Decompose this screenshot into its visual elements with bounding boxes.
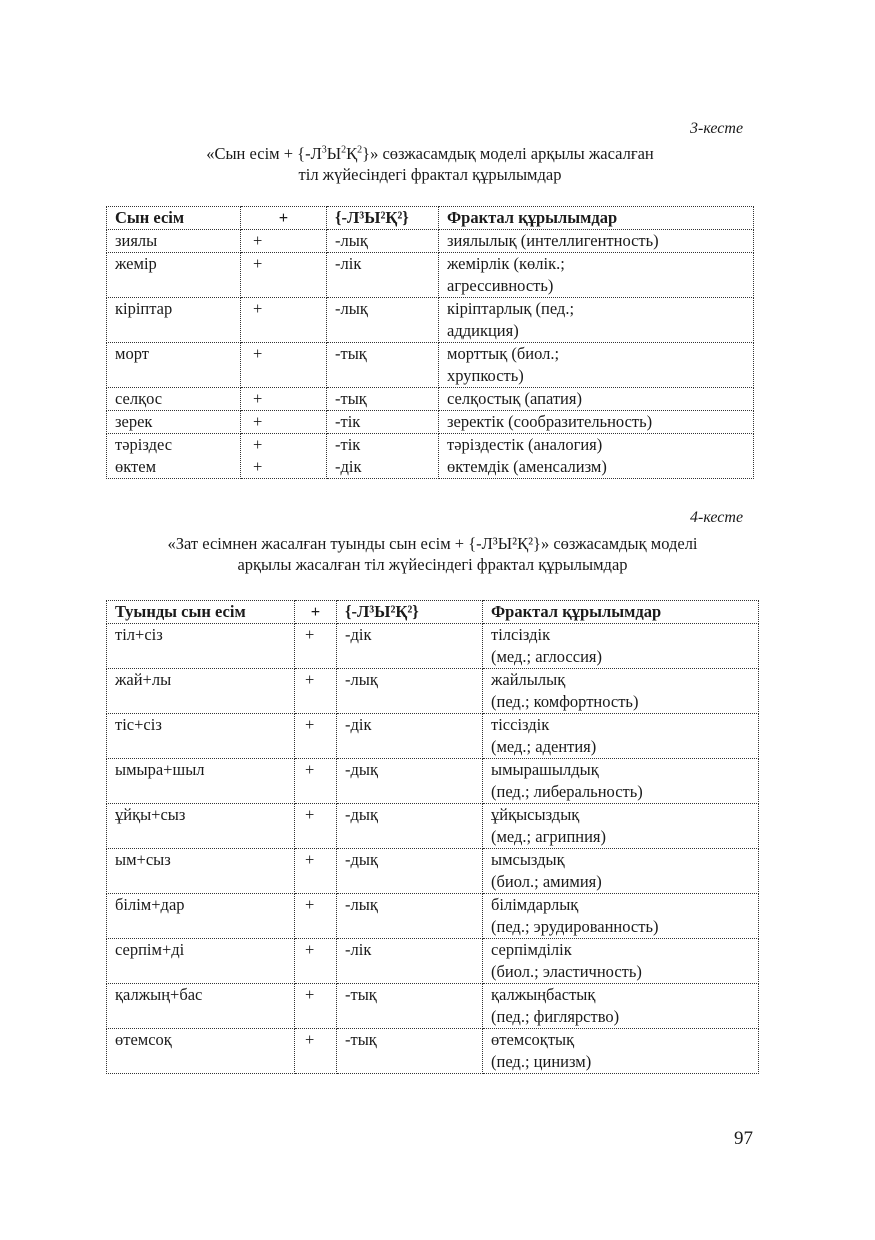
cell-result: [439, 411, 754, 434]
cell-suffix-line: -лық: [345, 670, 378, 689]
cell-result: [439, 343, 754, 388]
cell-suffix-line: -дік: [345, 715, 372, 734]
cell-base-line: серпім+ді: [115, 940, 185, 959]
cell-suffix-line: -тық: [345, 1030, 377, 1049]
cell-base-line: зерек: [115, 412, 153, 431]
cell-base-line: өтемсоқ: [115, 1030, 172, 1049]
cell-result: [483, 669, 759, 714]
cell-suffix-line: -тық: [335, 389, 367, 408]
cell-plus-line: +: [253, 299, 263, 318]
cell-suffix-line: -дық: [345, 805, 378, 824]
table4-header-cell: Туынды сын есім: [107, 601, 295, 624]
table3-body: [107, 230, 754, 479]
table4: [106, 600, 759, 1074]
cell-plus: [241, 343, 327, 388]
cell-suffix: [327, 434, 439, 479]
cell-plus: [295, 939, 337, 984]
table4-header-cell: Фрактал құрылымдар: [483, 601, 759, 624]
cell-base-line: тіс+сіз: [115, 715, 162, 734]
cell-plus-line: +: [305, 940, 315, 959]
cell-plus: [295, 894, 337, 939]
cell-result-line: өтемсоқтық: [491, 1030, 575, 1049]
cell-base: [107, 388, 241, 411]
cell-plus: [295, 669, 337, 714]
cell-suffix: [327, 388, 439, 411]
cell-plus-line: +: [253, 457, 263, 476]
cell-plus: [295, 984, 337, 1029]
cell-result-line: серпімділік: [491, 940, 572, 959]
table3-header-cell: +: [241, 207, 327, 230]
table-row: [107, 849, 759, 894]
cell-base-line: жемір: [115, 254, 157, 273]
cell-plus-line: +: [305, 985, 315, 1004]
cell-result: [483, 849, 759, 894]
table3-title-line2: тіл жүйесіндегі фрактал құрылымдар: [298, 165, 562, 184]
cell-result-line: жайлылық: [491, 670, 566, 689]
cell-result-line: тілсіздік: [491, 625, 551, 644]
cell-base-line: жай+лы: [115, 670, 172, 689]
cell-suffix: [337, 714, 483, 759]
cell-base: [107, 984, 295, 1029]
table-row: [107, 804, 759, 849]
table4-title: [106, 533, 759, 575]
table-row: [107, 411, 754, 434]
table-row: [107, 894, 759, 939]
table4-number: 4-кесте: [690, 509, 744, 526]
cell-plus: [241, 434, 327, 479]
table-row: [107, 759, 759, 804]
cell-plus-line: +: [253, 435, 263, 454]
cell-plus-line: +: [305, 805, 315, 824]
cell-result-line: (мед.; агрипния): [491, 827, 607, 846]
table4-header-cell: +: [295, 601, 337, 624]
cell-suffix: [337, 984, 483, 1029]
cell-plus: [295, 1029, 337, 1074]
cell-base-line: ымыра+шыл: [115, 760, 205, 779]
page-number: 97: [734, 1128, 753, 1149]
table4-header-cell: {-Л³Ы²Қ²}: [337, 601, 483, 624]
cell-result-line: зиялылық (интеллигентность): [447, 231, 659, 250]
cell-result-line: өктемдік (аменсализм): [447, 457, 607, 476]
cell-suffix-line: -тік: [335, 412, 361, 431]
table4-title-line2: арқылы жасалған тіл жүйесіндегі фрактал құрылымдар: [237, 555, 628, 574]
cell-suffix-line: -лық: [335, 299, 368, 318]
cell-suffix: [327, 298, 439, 343]
table-row: [107, 939, 759, 984]
cell-result-line: (пед.; комфортность): [491, 692, 639, 711]
cell-result-line: кіріптарлық (пед.;: [447, 299, 575, 318]
cell-plus-line: +: [305, 715, 315, 734]
cell-suffix: [337, 624, 483, 669]
cell-plus: [295, 804, 337, 849]
cell-result-line: (мед.; аглоссия): [491, 647, 602, 666]
cell-base: [107, 939, 295, 984]
cell-base-line: зиялы: [115, 231, 158, 250]
cell-base: [107, 253, 241, 298]
table3-header-cell: Сын есім: [107, 207, 241, 230]
table-row: [107, 984, 759, 1029]
cell-result: [483, 759, 759, 804]
cell-plus: [241, 253, 327, 298]
cell-result: [483, 984, 759, 1029]
cell-plus-line: +: [253, 389, 263, 408]
cell-result: [439, 253, 754, 298]
cell-suffix: [337, 939, 483, 984]
table-row: [107, 388, 754, 411]
table3: [106, 206, 754, 479]
cell-result: [483, 624, 759, 669]
cell-result: [483, 939, 759, 984]
table-row: [107, 624, 759, 669]
cell-suffix: [327, 411, 439, 434]
cell-suffix-line: -дік: [335, 457, 362, 476]
cell-base-line: ұйқы+сыз: [115, 805, 186, 824]
cell-suffix: [337, 804, 483, 849]
table4-body: [107, 624, 759, 1074]
cell-result: [483, 1029, 759, 1074]
cell-base-line: ым+сыз: [115, 850, 171, 869]
cell-result-line: (пед.; фиглярство): [491, 1007, 620, 1026]
cell-result: [483, 714, 759, 759]
cell-suffix: [327, 230, 439, 253]
cell-plus-line: +: [305, 1030, 315, 1049]
cell-plus-line: +: [305, 850, 315, 869]
cell-result-line: (биол.; эластичность): [491, 962, 642, 981]
cell-result-line: жемірлік (көлік.;: [447, 254, 565, 273]
cell-result-line: хрупкость): [447, 366, 524, 385]
cell-result-line: селқостық (апатия): [447, 389, 582, 408]
cell-plus-line: +: [305, 625, 315, 644]
cell-result: [439, 230, 754, 253]
cell-result-line: ымырашылдық: [491, 760, 599, 779]
table-row: [107, 1029, 759, 1074]
table3-header-row: [107, 207, 754, 230]
cell-base: [107, 894, 295, 939]
table3-header-cell: Фрактал құрылымдар: [439, 207, 754, 230]
table3-title-line1: «Сын есім + $\{-Л^3Ы^2Қ^2\}$» сөзжасамдық моделі арқылы жасалған: [206, 144, 654, 163]
cell-base-line: тіл+сіз: [115, 625, 163, 644]
cell-base: [107, 434, 241, 479]
cell-suffix: [337, 894, 483, 939]
table3-title: [106, 143, 754, 185]
cell-result-line: тіссіздік: [491, 715, 550, 734]
cell-base-line: тәріздес: [115, 435, 173, 454]
cell-suffix-line: -лық: [335, 231, 368, 250]
cell-suffix: [337, 669, 483, 714]
cell-base: [107, 714, 295, 759]
cell-result: [483, 804, 759, 849]
cell-result-line: морттық (биол.;: [447, 344, 560, 363]
cell-base-line: қалжың+бас: [115, 985, 203, 1004]
cell-plus-line: +: [253, 231, 263, 250]
table-row: [107, 230, 754, 253]
cell-plus: [295, 849, 337, 894]
cell-result-line: (пед.; либеральность): [491, 782, 643, 801]
cell-suffix-line: -лік: [335, 254, 362, 273]
cell-base: [107, 669, 295, 714]
cell-base: [107, 343, 241, 388]
cell-suffix-line: -тық: [345, 985, 377, 1004]
cell-plus: [241, 298, 327, 343]
cell-plus-line: +: [305, 670, 315, 689]
cell-suffix-line: -тық: [335, 344, 367, 363]
cell-suffix-line: -лық: [345, 895, 378, 914]
cell-suffix-line: -лік: [345, 940, 372, 959]
cell-result-line: білімдарлық: [491, 895, 579, 914]
cell-base-line: білім+дар: [115, 895, 185, 914]
cell-result: [439, 388, 754, 411]
cell-result-line: агрессивность): [447, 276, 554, 295]
cell-base: [107, 1029, 295, 1074]
table4-header-row: [107, 601, 759, 624]
cell-suffix-line: -дық: [345, 760, 378, 779]
cell-base-line: морт: [115, 344, 149, 363]
cell-result: [439, 298, 754, 343]
cell-result-line: (пед.; цинизм): [491, 1052, 592, 1071]
cell-suffix: [337, 849, 483, 894]
cell-result-line: (мед.; адентия): [491, 737, 597, 756]
table3-number: 3-кесте: [690, 120, 744, 137]
cell-base: [107, 411, 241, 434]
table3-header-cell: {-Л³Ы²Қ²}: [327, 207, 439, 230]
cell-plus-line: +: [305, 895, 315, 914]
cell-suffix: [337, 759, 483, 804]
cell-base: [107, 759, 295, 804]
cell-result-line: қалжыңбастық: [491, 985, 596, 1004]
cell-suffix: [337, 1029, 483, 1074]
cell-plus: [295, 714, 337, 759]
table-row: [107, 343, 754, 388]
table-row: [107, 669, 759, 714]
cell-suffix-line: -дық: [345, 850, 378, 869]
cell-base-line: өктем: [115, 457, 157, 476]
table-row: [107, 298, 754, 343]
cell-base: [107, 624, 295, 669]
cell-plus-line: +: [305, 760, 315, 779]
cell-plus: [241, 388, 327, 411]
cell-plus: [241, 230, 327, 253]
cell-suffix-line: -дік: [345, 625, 372, 644]
cell-plus-line: +: [253, 412, 263, 431]
cell-result-line: зеректік (сообразительность): [447, 412, 653, 431]
cell-base: [107, 230, 241, 253]
cell-result-line: аддикция): [447, 321, 519, 340]
cell-result-line: (пед.; эрудированность): [491, 917, 659, 936]
cell-plus: [241, 411, 327, 434]
cell-plus-line: +: [253, 254, 263, 273]
cell-suffix: [327, 343, 439, 388]
cell-plus: [295, 624, 337, 669]
cell-suffix: [327, 253, 439, 298]
cell-result-line: (биол.; амимия): [491, 872, 602, 891]
cell-base: [107, 849, 295, 894]
table-row: [107, 253, 754, 298]
cell-base: [107, 804, 295, 849]
cell-base: [107, 298, 241, 343]
cell-result-line: ымсыздық: [491, 850, 565, 869]
cell-suffix-line: -тік: [335, 435, 361, 454]
table-row: [107, 714, 759, 759]
table4-title-line1: «Зат есімнен жасалған туынды сын есім + {-Л³Ы²Қ²}» сөзжасамдық моделі: [167, 534, 698, 553]
cell-result-line: тәріздестік (аналогия): [447, 435, 603, 454]
cell-base-line: кіріптар: [115, 299, 173, 318]
table-row: [107, 434, 754, 479]
cell-result-line: ұйқысыздық: [491, 805, 580, 824]
cell-plus-line: +: [253, 344, 263, 363]
cell-result: [439, 434, 754, 479]
cell-plus: [295, 759, 337, 804]
cell-base-line: селқос: [115, 389, 163, 408]
cell-result: [483, 894, 759, 939]
